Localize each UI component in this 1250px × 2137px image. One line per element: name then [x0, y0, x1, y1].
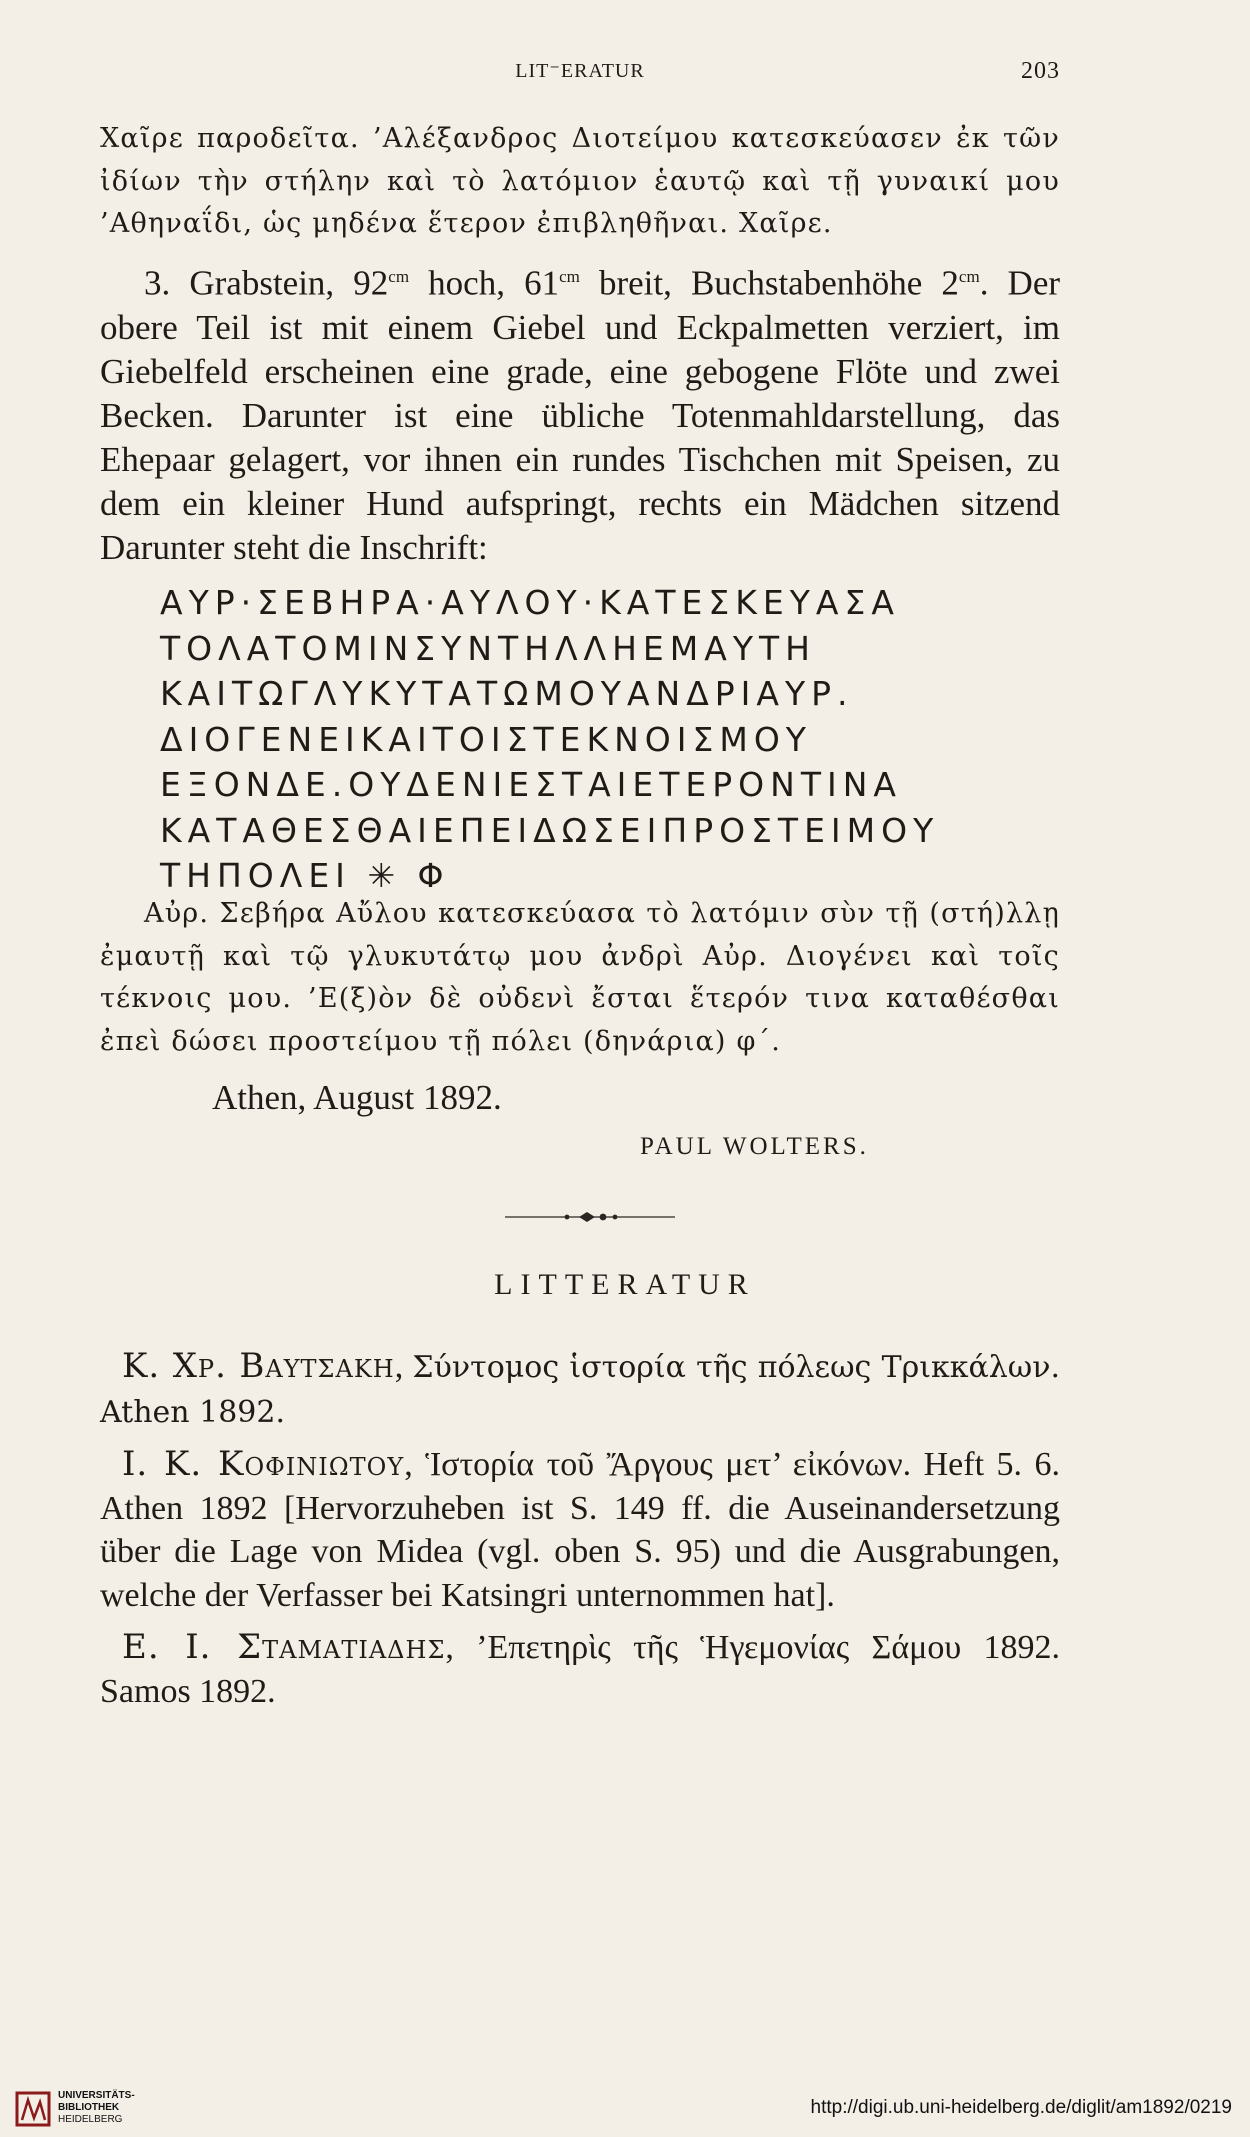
- section-heading: LITTERATUR: [494, 1268, 756, 1301]
- unit-cm-1: cm: [388, 267, 410, 286]
- grabstein-paragraph: [100, 255, 1060, 570]
- bib-text: ’Επετηρὶς τῆς Ἡγεμονίας Σάμου 1892. Samos 1892.: [100, 1629, 1060, 1710]
- source-url-link[interactable]: http://digi.ub.uni-heidelberg.de/diglit/am1892/0219: [810, 2097, 1232, 2118]
- bib-sep: ,: [445, 1629, 477, 1666]
- bib-text: Σύντομος ἱστορία τῆς πόλεως Τρικκάλων. Athen 1892.: [100, 1350, 1061, 1430]
- bibliography-entry: [100, 1443, 1060, 1617]
- running-title: LIT⁻ERATUR: [515, 60, 645, 82]
- grabstein-block: [100, 255, 1060, 570]
- logo-line-1: UNIVERSITÄTS-: [58, 2090, 135, 2101]
- inscription-line: ΑΥΡ·ΣΕΒΗΡΑ·ΑΥΛΟΥ·ΚΑΤΕΣΚΕΥΑΣΑ: [160, 583, 900, 622]
- greek-intro-block: [100, 118, 1060, 246]
- library-seal-icon: [14, 2090, 52, 2128]
- library-name: [58, 2090, 135, 2126]
- bib-text: Ἱστορία τοῦ Ἄργους μετ’ εἰκόνων. Heft 5. 6. Athen 1892 [Hervorzuheben ist S. 149 ff. die Auseinandersetzung über die Lage von Midea (vgl. oben S. 95) und die Ausgrabungen, welche der Verfasser bei Katsingri unternommen hat].: [100, 1446, 1061, 1614]
- bibliography-entry: [100, 1345, 1060, 1434]
- greek-intro-text: Χαῖρε παροδεῖτα. ’Αλέξανδρος Διοτείμου κατεσκεύασεν ἐκ τῶν ἰδίων τὴν στήλην καὶ τὸ λατόμιον ἑαυτῷ καὶ τῇ γυναικί μου ’Αθηναΐδι, ὡς μηδένα ἕτερον ἐπιβληθῆναι. Χαῖρε.: [100, 123, 1060, 239]
- grabstein-mid1: hoch, 61: [409, 263, 560, 303]
- library-logo: [14, 2088, 164, 2133]
- bibliography-entry: [100, 1626, 1060, 1713]
- bib-author: Κ. Χρ. Βαυτσακη: [122, 1346, 395, 1386]
- grabstein-lead: Grabstein, 92: [189, 263, 389, 303]
- dateline: Athen, August 1892.: [212, 1078, 502, 1117]
- transcription-block: [100, 893, 1060, 1063]
- inscription-line: ΕΞΟΝΔΕ.ΟΥΔΕΝΙΕΣΤΑΙΕΤΕΡΟΝΤΙΝΑ: [160, 765, 902, 804]
- bib-sep: ,: [404, 1446, 426, 1483]
- bib-author: Ι. Κ. Κοφινιωτου: [122, 1444, 405, 1484]
- bib-author: Ε. Ι. Σταματιαδησ: [122, 1627, 446, 1667]
- inscription-line: ΤΟΛΑΤΟΜΙΝΣΥΝΤΗΛΛΗΕΜΑΥΤΗ: [160, 628, 816, 668]
- unit-cm-2: cm: [559, 267, 580, 286]
- transcription-text: Αὐρ. Σεβήρα Αὔλου κατεσκεύασα τὸ λατόμιν σὺν τῇ (στή)λλῃ ἐμαυτῇ καὶ τῷ γλυκυτάτῳ μου ἀνδρὶ Αὐρ. Διογένει καὶ τοῖς τέκνοις μου. ’Ε(ξ)ὸν δὲ οὐδενὶ ἔσται ἕτερόν τινα καταθέσθαι ἐπεὶ δώσει προστείμου τῇ πόλει (δηνάρια) φ΄.: [100, 898, 1060, 1057]
- grabstein-number: 3.: [144, 263, 190, 303]
- page-number: 203: [1021, 58, 1060, 84]
- inscription-line: ΚΑΤΑΘΕΣΘΑΙΕΠΕΙΔΩΣΕΙΠΡΟΣΤΕΙΜΟΥ: [160, 810, 940, 850]
- running-header: [100, 58, 1060, 88]
- ornament-divider: [505, 1210, 675, 1224]
- grabstein-mid2: breit, Buchstabenhöhe 2: [579, 263, 959, 303]
- inscription-line: ΔΙΟΓΕΝΕΙΚΑΙΤΟΙΣΤΕΚΝΟΙΣΜΟΥ: [160, 719, 812, 759]
- bibliography: [100, 1345, 1060, 1722]
- inscription-line: ΤΗΠΟΛΕΙ ✳ Φ: [160, 856, 450, 895]
- unit-cm-3: cm: [958, 267, 980, 286]
- signature: PAUL WOLTERS.: [640, 1133, 869, 1160]
- inscription-line: ΚΑΙΤΩΓΛΥΚΥΤΑΤΩΜΟΥΑΝΔΡΙΑΥΡ.: [160, 674, 854, 713]
- inscription: [160, 580, 1060, 899]
- bib-sep: ,: [394, 1348, 413, 1385]
- grabstein-rest: . Der obere Teil ist mit einem Giebel und Eckpalmetten verziert, im Giebelfeld erscheinen eine grade, eine gebogene Flöte und zwei Becken. Darunter ist eine übliche Totenmahldarstellung, das Ehepaar gelagert, vor ihnen ein rundes Tischchen mit Speisen, zu dem ein kleiner Hund aufspringt, rechts ein Mädchen sitzend Darunter steht die Inschrift:: [100, 263, 1061, 567]
- logo-line-2: BIBLIOTHEK: [58, 2102, 120, 2113]
- logo-line-3: HEIDELBERG: [58, 2114, 123, 2125]
